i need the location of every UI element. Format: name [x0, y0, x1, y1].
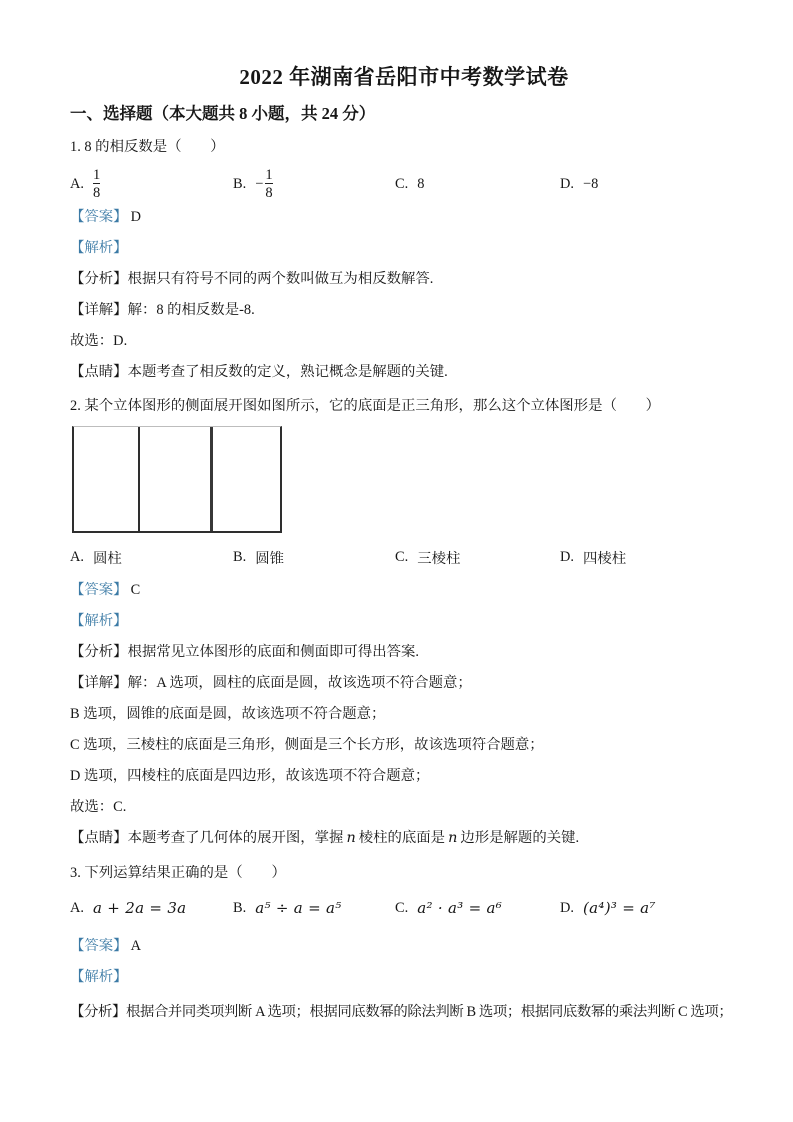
option-letter: D.	[560, 175, 574, 192]
option-formula: a + 2a = 3a	[93, 899, 187, 917]
answer-label: 【答案】	[70, 209, 128, 225]
section-heading: 一、选择题（本大题共 8 小题，共 24 分）	[70, 104, 376, 123]
option-formula: a² · a³ = a⁶	[417, 899, 503, 917]
option-letter: A.	[70, 175, 84, 192]
fraction-numerator: 1	[265, 167, 273, 183]
fraction-denominator: 8	[93, 185, 101, 201]
fraction	[93, 167, 100, 201]
q2-figure-unfolded-lateral-surface	[72, 426, 282, 533]
q3-analysis-text: 【分析】根据合并同类项判断 A 选项；根据同底数幂的除法判断 B 选项；根据同底数幂的乘法判断 C 选项；	[70, 1004, 733, 1020]
q3-answer-line	[70, 937, 738, 956]
option-text: 圆柱	[93, 551, 122, 567]
q1-options	[70, 165, 738, 203]
minus-sign: −	[255, 175, 264, 192]
q3-stem: 3. 下列运算结果正确的是（ ）	[70, 865, 286, 881]
figure-panel-3	[213, 427, 280, 531]
q3-option-d	[560, 899, 738, 917]
q1-option-b	[233, 167, 395, 201]
q2-detail-line-3: C 选项，三棱柱的底面是三角形，侧面是三个长方形，故该选项符合题意；	[70, 737, 544, 753]
q3-answer-value: A	[130, 938, 141, 954]
q2-answer-line	[70, 581, 738, 600]
fraction	[265, 167, 272, 201]
q3-option-b	[233, 899, 395, 917]
option-formula: a⁵ ÷ a = a⁵	[255, 899, 342, 917]
option-letter: C.	[395, 175, 409, 192]
q1-stem: 1. 8 的相反数是（ ）	[70, 139, 225, 155]
q2-stem: 2. 某个立体图形的侧面展开图如图所示，它的底面是正三角形，那么这个立体图形是（ ）	[70, 398, 661, 414]
q1-answer-value: D	[130, 209, 141, 225]
variable-n: n	[448, 830, 458, 846]
option-value: 8	[417, 175, 425, 192]
note-post: 边形是解题的关键.	[460, 830, 580, 846]
figure-panel-1	[74, 427, 140, 531]
q2-analysis-text: 【分析】根据常见立体图形的底面和侧面即可得出答案.	[70, 644, 419, 660]
q3-options	[70, 895, 738, 921]
q2-analysis-label-line	[70, 612, 738, 631]
q2-option-c	[395, 547, 560, 568]
q1-note-text: 【点睛】本题考查了相反数的定义，熟记概念是解题的关键.	[70, 364, 448, 380]
answer-label: 【答案】	[70, 582, 128, 598]
q3-option-c	[395, 899, 560, 917]
note-pre: 【点睛】本题考查了几何体的展开图，掌握	[70, 830, 344, 846]
question-1	[70, 138, 738, 382]
q1-option-d	[560, 176, 738, 193]
option-letter: B.	[233, 175, 247, 192]
page-title: 2022 年湖南省岳阳市中考数学试卷	[239, 65, 569, 89]
q2-options	[70, 547, 738, 568]
analysis-label: 【解析】	[70, 969, 128, 985]
option-letter: A.	[70, 549, 84, 565]
question-2	[70, 397, 738, 848]
note-mid: 棱柱的底面是	[358, 830, 446, 846]
option-text: 圆锥	[255, 551, 284, 567]
q2-option-b	[233, 547, 395, 568]
q2-conclusion-text: 故选：C.	[70, 799, 127, 815]
option-letter: D.	[560, 549, 574, 565]
q1-conclusion-text: 故选：D.	[70, 333, 128, 349]
option-letter: B.	[233, 549, 247, 565]
option-text: 四棱柱	[583, 551, 627, 567]
q1-answer-line	[70, 208, 738, 227]
option-letter: B.	[233, 899, 247, 916]
q3-analysis-label-line	[70, 968, 738, 987]
q1-option-a	[70, 167, 233, 201]
variable-n: n	[346, 830, 356, 846]
q1-option-c	[395, 176, 560, 193]
q2-option-d	[560, 547, 738, 568]
option-letter: D.	[560, 899, 574, 916]
option-formula: (a⁴)³ = a⁷	[583, 899, 656, 917]
option-text: 三棱柱	[417, 551, 461, 567]
q2-detail-line-2: B 选项，圆锥的底面是圆，故该选项不符合题意；	[70, 706, 386, 722]
q2-note-text	[70, 829, 738, 848]
q1-analysis-text: 【分析】根据只有符号不同的两个数叫做互为相反数解答.	[70, 271, 434, 287]
option-letter: A.	[70, 899, 84, 916]
q1-analysis-label-line	[70, 239, 738, 258]
fraction-numerator: 1	[93, 167, 101, 183]
option-letter: C.	[395, 549, 409, 565]
q2-detail-line-1: 【详解】解：A 选项，圆柱的底面是圆，故该选项不符合题意；	[70, 675, 472, 691]
figure-panel-2	[140, 427, 213, 531]
option-letter: C.	[395, 899, 409, 916]
option-value: −8	[583, 175, 599, 192]
analysis-label: 【解析】	[70, 613, 128, 629]
q1-detail-text: 【详解】解：8 的相反数是-8.	[70, 302, 255, 318]
answer-label: 【答案】	[70, 938, 128, 954]
q2-answer-value: C	[130, 582, 141, 598]
q2-detail-line-4: D 选项，四棱柱的底面是四边形，故该选项不符合题意；	[70, 768, 430, 784]
question-3	[70, 864, 738, 1022]
q2-option-a	[70, 547, 233, 568]
fraction-denominator: 8	[265, 185, 273, 201]
analysis-label: 【解析】	[70, 240, 128, 256]
q3-option-a	[70, 899, 233, 917]
